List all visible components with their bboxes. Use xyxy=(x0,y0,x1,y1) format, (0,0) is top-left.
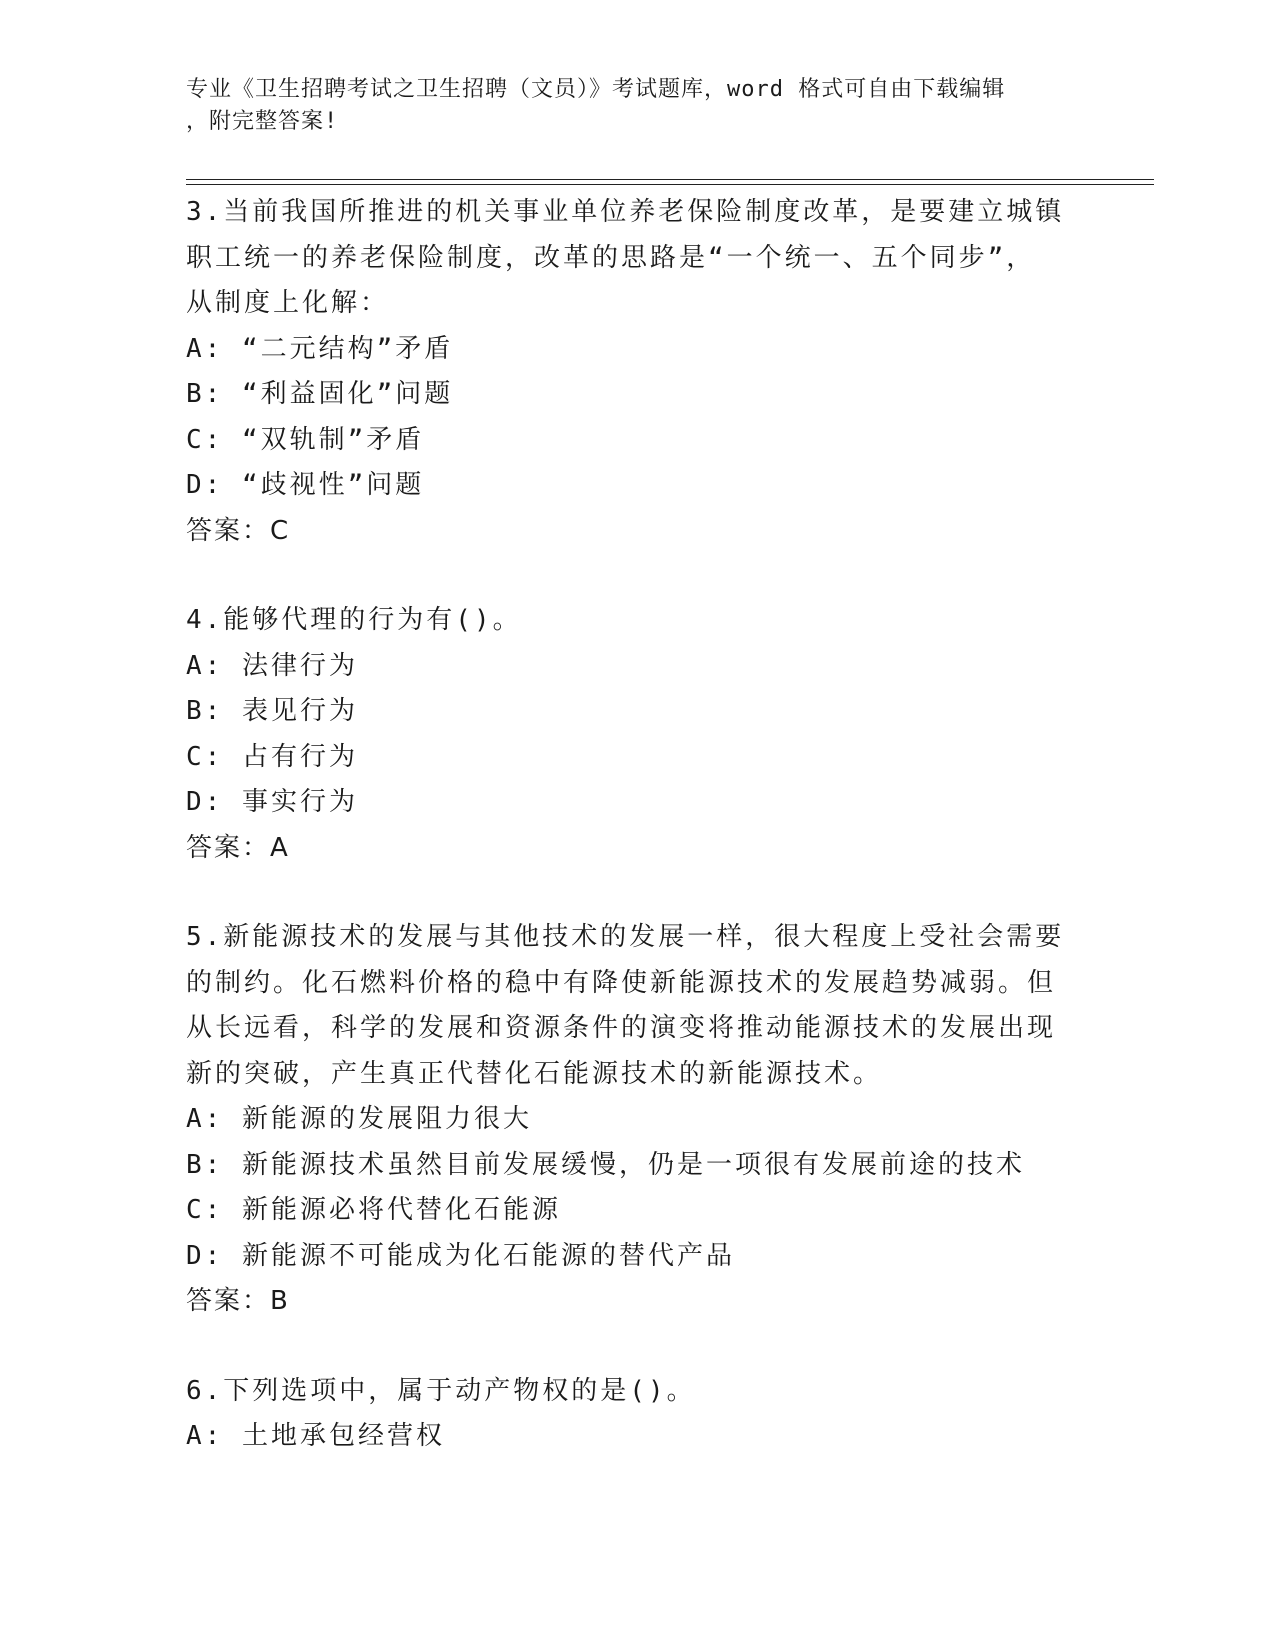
option-c: C: “双轨制”矛盾 xyxy=(186,424,425,455)
stem-line: 4.能够代理的行为有()。 xyxy=(186,605,522,635)
option-c: C: 占有行为 xyxy=(186,741,358,772)
header-line-1: 专业《卫生招聘考试之卫生招聘（文员）》考试题库，word 格式可自由下载编辑 xyxy=(186,77,1006,102)
stem-line: 职工统一的养老保险制度，改革的思路是“一个统一、五个同步”， xyxy=(186,242,1036,273)
option-d: D: 新能源不可能成为化石能源的替代产品 xyxy=(186,1240,735,1271)
header-divider-bottom xyxy=(186,184,1154,185)
stem-line: 的制约。化石燃料价格的稳中有降使新能源技术的发展趋势减弱。但 xyxy=(186,967,1057,998)
option-b: B: 新能源技术虽然目前发展缓慢，仍是一项很有发展前途的技术 xyxy=(186,1149,1025,1180)
option-b: B: 表见行为 xyxy=(186,696,358,726)
question-list xyxy=(186,190,1066,1504)
option-a: A: 法律行为 xyxy=(186,650,358,681)
stem-line: 3.当前我国所推进的机关事业单位养老保险制度改革，是要建立城镇 xyxy=(186,197,1065,227)
question-stem xyxy=(186,915,1066,1097)
option-d: D: 事实行为 xyxy=(186,787,358,817)
question-6 xyxy=(186,1369,1066,1460)
stem-line: 从制度上化解： xyxy=(186,288,390,318)
option-a: A: 新能源的发展阻力很大 xyxy=(186,1104,532,1134)
stem-line: 新的突破，产生真正代替化石能源技术的新能源技术。 xyxy=(186,1058,883,1089)
option-a: A: 土地承包经营权 xyxy=(186,1421,445,1451)
answer-label: 答案：A xyxy=(186,832,290,863)
question-5 xyxy=(186,915,1066,1325)
question-stem xyxy=(186,1369,1066,1415)
option-d: D: “歧视性”问题 xyxy=(186,470,425,500)
question-stem xyxy=(186,598,1066,644)
header-divider-top xyxy=(186,179,1154,180)
option-c: C: 新能源必将代替化石能源 xyxy=(186,1195,561,1225)
answer-label: 答案：C xyxy=(186,515,291,546)
stem-line: 6.下列选项中，属于动产物权的是()。 xyxy=(186,1375,696,1406)
stem-line: 5.新能源技术的发展与其他技术的发展一样，很大程度上受社会需要 xyxy=(186,922,1065,952)
header-line-2: ，附完整答案! xyxy=(186,109,339,134)
option-b: B: “利益固化”问题 xyxy=(186,379,454,409)
document-header xyxy=(186,74,1066,138)
question-3 xyxy=(186,190,1066,554)
stem-line: 从长远看，科学的发展和资源条件的演变将推动能源技术的发展出现 xyxy=(186,1013,1057,1043)
answer-label: 答案：B xyxy=(186,1286,290,1316)
question-stem xyxy=(186,190,1066,327)
option-a: A: “二元结构”矛盾 xyxy=(186,333,454,364)
question-4 xyxy=(186,598,1066,871)
